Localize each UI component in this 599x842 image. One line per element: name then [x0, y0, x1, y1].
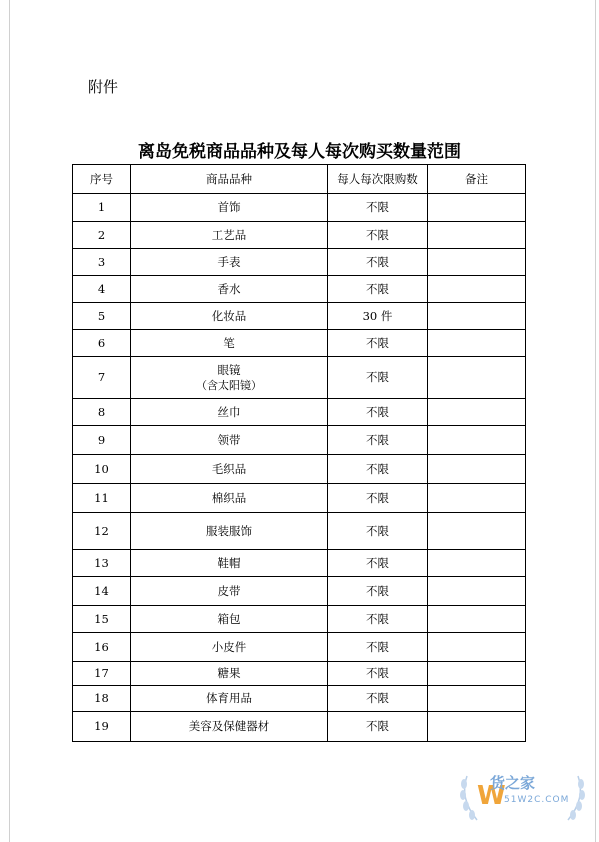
- product-category: [131, 399, 328, 426]
- row-number: 6: [73, 330, 131, 357]
- product-category: [131, 484, 328, 513]
- remark: [428, 194, 526, 222]
- row-number: 7: [73, 357, 131, 399]
- row-number: 8: [73, 399, 131, 426]
- table-row: [73, 513, 526, 550]
- attachment-label: 附件: [88, 78, 119, 96]
- row-number: 15: [73, 606, 131, 633]
- product-category: [131, 222, 328, 249]
- product-category-label: 体育用品: [206, 691, 252, 705]
- product-category: [131, 606, 328, 633]
- product-category-label: 眼镜: [217, 362, 241, 377]
- purchase-limit: 不限: [328, 276, 428, 303]
- watermark-w-letter: W: [477, 781, 506, 811]
- purchase-limit: 不限: [328, 222, 428, 249]
- product-category: [131, 577, 328, 606]
- row-number: 13: [73, 550, 131, 577]
- product-category: [131, 455, 328, 484]
- row-number: 11: [73, 484, 131, 513]
- remark: [428, 513, 526, 550]
- row-number: 5: [73, 303, 131, 330]
- header-note: 备注: [428, 165, 526, 194]
- product-category-label: 手表: [217, 254, 241, 269]
- product-category-label: 香水: [217, 281, 241, 296]
- table-row: [73, 606, 526, 633]
- remark: [428, 577, 526, 606]
- product-category-label: 毛织品: [211, 461, 247, 476]
- row-number: 19: [73, 712, 131, 742]
- table-row: [73, 194, 526, 222]
- remark: [428, 455, 526, 484]
- purchase-limit: 不限: [328, 330, 428, 357]
- remark: [428, 249, 526, 276]
- product-category: [131, 686, 328, 712]
- row-number: 4: [73, 276, 131, 303]
- document-title: 离岛免税商品品种及每人每次购买数量范围: [138, 142, 461, 162]
- product-category-note: （含太阳镜）: [196, 378, 262, 392]
- product-category: [131, 357, 328, 399]
- row-number: 9: [73, 426, 131, 455]
- product-category: [131, 513, 328, 550]
- product-category: [131, 550, 328, 577]
- header-limit: 每人每次限购数: [328, 165, 428, 194]
- row-number: 12: [73, 513, 131, 550]
- product-category-label: 服装服饰: [206, 523, 252, 538]
- product-category: [131, 633, 328, 662]
- product-category: [131, 712, 328, 742]
- table-row: [73, 455, 526, 484]
- product-category-label: 棉织品: [211, 490, 247, 505]
- purchase-limit: 不限: [328, 357, 428, 399]
- header-name: 商品品种: [131, 165, 328, 194]
- product-category-label: 箱包: [217, 611, 241, 626]
- purchase-limit: 不限: [328, 550, 428, 577]
- purchase-limit: 30 件: [328, 303, 428, 330]
- product-category: [131, 426, 328, 455]
- product-category-label: 化妆品: [211, 308, 247, 323]
- watermark-brand: 货之家: [490, 774, 536, 792]
- purchase-limit: 不限: [328, 194, 428, 222]
- purchase-limit: 不限: [328, 484, 428, 513]
- product-category: [131, 662, 328, 686]
- purchase-limit: 不限: [328, 426, 428, 455]
- table-row: [73, 577, 526, 606]
- header-no: 序号: [73, 165, 131, 194]
- table-row: [73, 550, 526, 577]
- purchase-limit: 不限: [328, 606, 428, 633]
- remark: [428, 633, 526, 662]
- table-row: [73, 426, 526, 455]
- remark: [428, 550, 526, 577]
- product-category: [131, 330, 328, 357]
- remark: [428, 222, 526, 249]
- remark: [428, 426, 526, 455]
- product-category: [131, 276, 328, 303]
- quota-table: [72, 164, 526, 742]
- remark: [428, 303, 526, 330]
- remark: [428, 686, 526, 712]
- table-row: [73, 222, 526, 249]
- purchase-limit: 不限: [328, 249, 428, 276]
- row-number: 2: [73, 222, 131, 249]
- product-category-label: 皮带: [217, 583, 241, 598]
- purchase-limit: 不限: [328, 633, 428, 662]
- product-category-label: 小皮件: [211, 639, 247, 654]
- product-category: [131, 303, 328, 330]
- product-category: [131, 194, 328, 222]
- row-number: 1: [73, 194, 131, 222]
- table-row: [73, 399, 526, 426]
- row-number: 10: [73, 455, 131, 484]
- row-number: 16: [73, 633, 131, 662]
- remark: [428, 712, 526, 742]
- row-number: 3: [73, 249, 131, 276]
- table-header-row: [73, 165, 526, 194]
- remark: [428, 330, 526, 357]
- product-category-label: 领带: [217, 432, 241, 447]
- table-row: [73, 686, 526, 712]
- table-row: [73, 633, 526, 662]
- product-category-label: 糖果: [217, 666, 241, 680]
- row-number: 17: [73, 662, 131, 686]
- purchase-limit: 不限: [328, 399, 428, 426]
- table-row: [73, 249, 526, 276]
- page-border-left: [9, 0, 10, 842]
- remark: [428, 276, 526, 303]
- product-category-label: 鞋帽: [217, 555, 241, 570]
- product-category-label: 工艺品: [211, 227, 247, 242]
- product-category-label: 笔: [223, 335, 235, 350]
- purchase-limit: 不限: [328, 513, 428, 550]
- table-row: [73, 276, 526, 303]
- table-row: [73, 357, 526, 399]
- table-row: [73, 484, 526, 513]
- watermark-site: 51W2C.COM: [504, 795, 570, 805]
- table-body: [73, 194, 526, 742]
- table-row: [73, 662, 526, 686]
- product-category-label: 美容及保健器材: [188, 719, 270, 733]
- row-number: 14: [73, 577, 131, 606]
- product-category-label: 丝巾: [217, 404, 241, 419]
- purchase-limit: 不限: [328, 662, 428, 686]
- product-category: [131, 249, 328, 276]
- purchase-limit: 不限: [328, 577, 428, 606]
- remark: [428, 662, 526, 686]
- remark: [428, 399, 526, 426]
- table-row: [73, 712, 526, 742]
- purchase-limit: 不限: [328, 686, 428, 712]
- table-row: [73, 303, 526, 330]
- remark: [428, 357, 526, 399]
- page-border-right: [595, 0, 596, 842]
- purchase-limit: 不限: [328, 712, 428, 742]
- remark: [428, 484, 526, 513]
- table-row: [73, 330, 526, 357]
- remark: [428, 606, 526, 633]
- purchase-limit: 不限: [328, 455, 428, 484]
- product-category-label: 首饰: [217, 200, 241, 214]
- row-number: 18: [73, 686, 131, 712]
